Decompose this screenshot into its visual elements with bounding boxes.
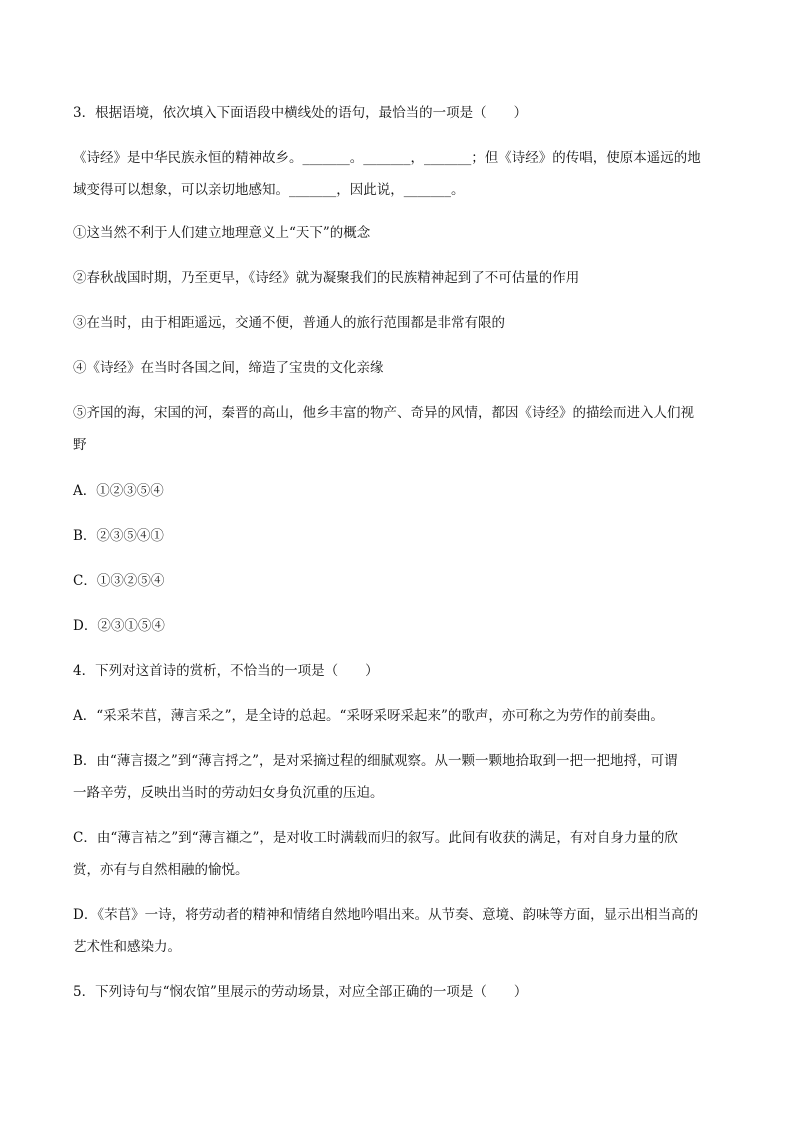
question-4-stem: 4．下列对这首诗的赏析，不恰当的一项是（ ） [73, 663, 379, 679]
question-3-option-c[interactable]: C．①③②⑤④ [73, 573, 165, 589]
sentence-5-line-1: ⑤齐国的海，宋国的河，秦晋的高山，他乡丰富的物产、奇异的风情，都因《诗经》的描绘而进入人们视 [73, 405, 694, 421]
sentence-4: ④《诗经》在当时各国之间，缔造了宝贵的文化亲缘 [73, 360, 384, 376]
question-3-option-a[interactable]: A．①②③⑤④ [73, 483, 164, 499]
sentence-2: ②春秋战国时期，乃至更早，《诗经》就为凝聚我们的民族精神起到了不可估量的作用 [73, 270, 580, 286]
question-4-option-d-line-1[interactable]: D．《芣苢》一诗，将劳动者的精神和情绪自然地吟唱出来。从节奏、意境、韵味等方面，显示出相当高的 [73, 907, 699, 923]
question-5-stem: 5．下列诗句与“悯农馆”里展示的劳动场景，对应全部正确的一项是（ ） [73, 984, 528, 1000]
question-3-option-d[interactable]: D．②③①⑤④ [73, 618, 165, 634]
question-3-option-b[interactable]: B．②③⑤④① [73, 528, 164, 544]
question-3-passage-line-2: 域变得可以想象，可以亲切地感知。_______，因此说，_______。 [73, 182, 465, 198]
sentence-1: ①这当然不利于人们建立地理意义上“天下”的概念 [73, 225, 371, 241]
question-4-option-b-line-1[interactable]: B．由“薄言掇之”到“薄言捋之”，是对采摘过程的细腻观察。从一颗一颗地拾取到一把一把地捋，可谓 [73, 753, 678, 769]
sentence-3: ③在当时，由于相距遥远，交通不便，普通人的旅行范围都是非常有限的 [73, 315, 505, 331]
question-4-option-d-line-2[interactable]: 艺术性和感染力。 [73, 939, 181, 955]
question-3-passage-line-1: 《诗经》是中华民族永恒的精神故乡。_______。_______，_______；但《诗经》的传唱，使原本遥远的地 [73, 150, 701, 166]
question-4-option-a[interactable]: A．“采采芣苢，薄言采之”，是全诗的总起。“采呀采呀采起来”的歌声，亦可称之为劳作的前奏曲。 [73, 708, 664, 724]
question-4-option-c-line-2[interactable]: 赏，亦有与自然相融的愉悦。 [73, 862, 249, 878]
question-3-stem: 3．根据语境，依次填入下面语段中横线处的语句，最恰当的一项是（ ） [73, 105, 528, 121]
sentence-5-line-2: 野 [73, 437, 87, 453]
question-4-option-c-line-1[interactable]: C．由“薄言袺之”到“薄言襭之”，是对收工时满载而归的叙写。此间有收获的满足，有对自身力量的欣 [73, 830, 678, 846]
question-4-option-b-line-2[interactable]: 一路辛劳，反映出当时的劳动妇女身负沉重的压迫。 [73, 785, 384, 801]
